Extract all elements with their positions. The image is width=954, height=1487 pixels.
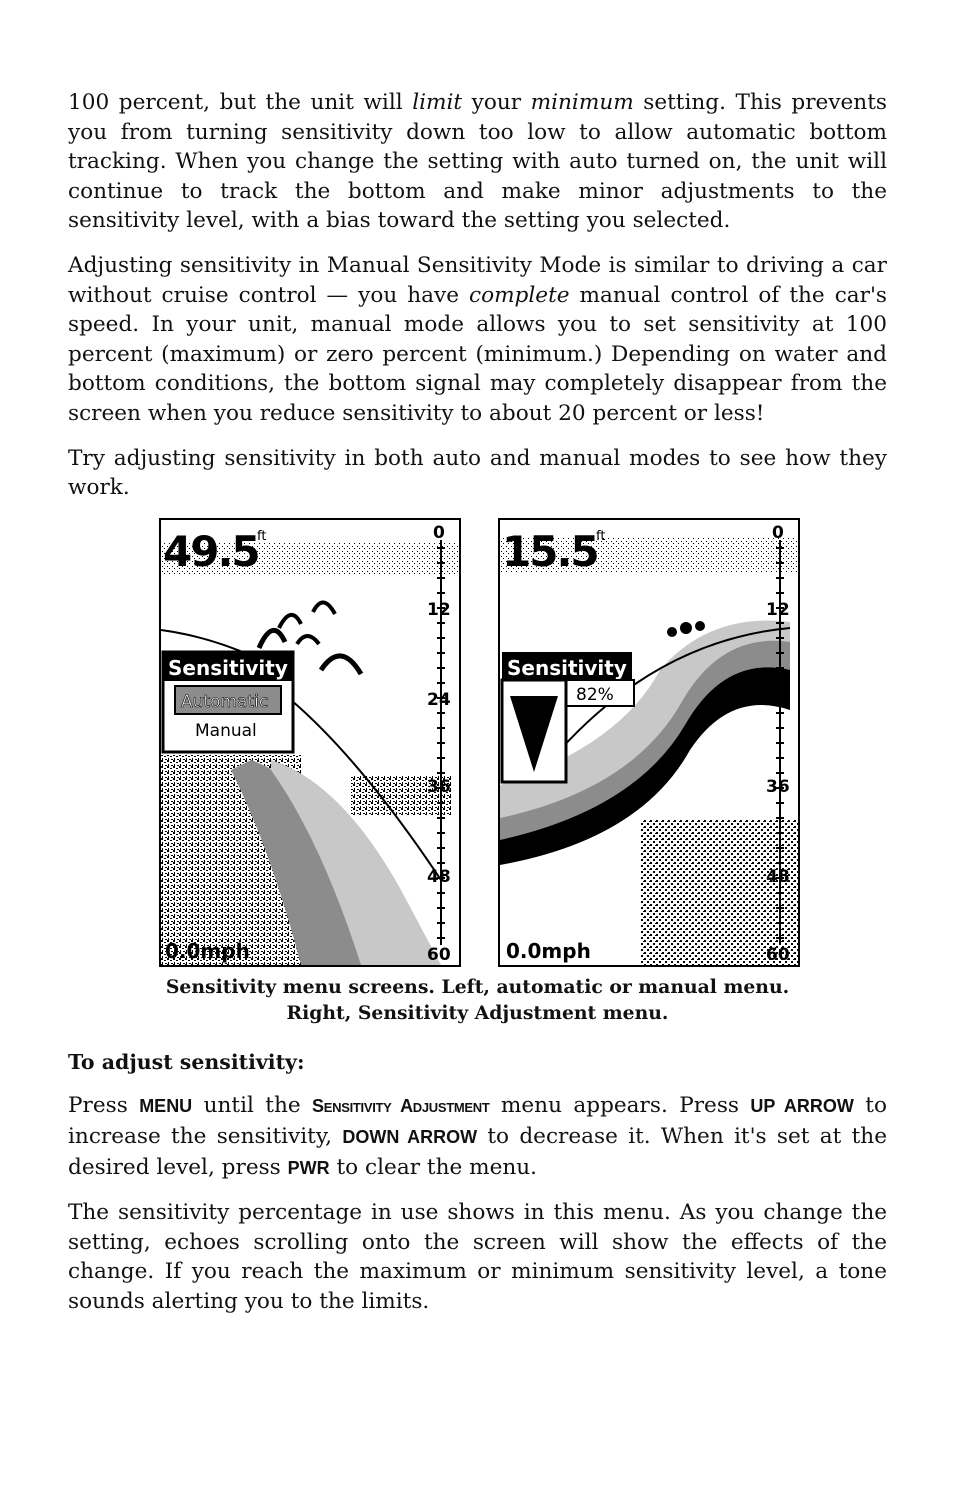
emphasis-minimum: minimum (530, 90, 634, 115)
scale-label-0: 0 (433, 522, 445, 543)
bottom-clutter (640, 820, 798, 965)
menu-title: Sensitivity (507, 655, 627, 680)
text-run: manual control of the car's speed. In your unit, manual mode allows you to set sensitivity at 100 percent (maximum) or zero percent (minimum.) Depending on water and bottom conditions, the bottom signal may completely disappear from the screen when you reduce sensitivity to about 20 percent or less! (68, 282, 888, 426)
scale-label-24: 24 (427, 689, 451, 710)
text-run: until the (192, 1093, 313, 1119)
scale-label-12: 12 (766, 599, 790, 620)
sensitivity-figure (68, 518, 887, 968)
caption-line-2: Right, Sensitivity Adjustment menu. (286, 1001, 669, 1024)
manual-page (68, 88, 887, 1331)
depth-readout: 15.5 (502, 526, 598, 576)
sensitivity-level: 82% (576, 684, 614, 705)
paragraph-instructions (68, 1091, 887, 1183)
paragraph-auto-limit (68, 88, 887, 236)
scale-label-0: 0 (772, 522, 784, 543)
fish-echo (680, 622, 692, 634)
fish-echo (695, 621, 705, 631)
scale-label-12: 12 (427, 599, 451, 620)
text-run: setting. This prevents you from turning sensitivity down too low to allow automatic bottom tracking. When you change the setting with auto turned on, the unit will continue to track the bottom and make minor adjustments to the sensitivity level, with a bias toward the setting you selected. (68, 90, 887, 234)
paragraph-try-adjusting: Try adjusting sensitivity in both auto and manual modes to see how they work. (68, 445, 887, 501)
fish-arch (259, 630, 285, 648)
menu-title: Sensitivity (168, 655, 288, 680)
section-heading: To adjust sensitivity: (68, 1049, 305, 1074)
scale-label-36: 36 (427, 776, 451, 797)
paragraph-manual-mode (68, 251, 887, 429)
text-run: to decrease it. When it's set at the desired level, press (68, 1123, 887, 1180)
key-menu: MENU (139, 1096, 193, 1117)
text-run: menu appears. Press (489, 1093, 751, 1119)
text-run: your (462, 90, 531, 115)
right-sonar-screen (498, 518, 800, 967)
speed-readout: 0.0mph (165, 938, 250, 963)
paragraph-percentage-info: The sensitivity percentage in use shows in this menu. As you change the setting, echoes scrolling onto the screen will show the effects of the change. If you reach the maximum or minimum sensitivity level, a tone sounds alerting you to the limits. (68, 1200, 887, 1314)
emphasis-complete: complete (468, 282, 570, 308)
text-run: to clear the menu. (329, 1154, 538, 1180)
key-up-arrow: UP ARROW (750, 1096, 854, 1117)
text-run: to increase the sensitivity, (68, 1093, 887, 1149)
right-sonar-graphic (500, 520, 798, 965)
emphasis-limit: limit (412, 90, 463, 115)
scale-label-48: 48 (766, 866, 790, 887)
key-down-arrow: DOWN ARROW (342, 1126, 478, 1147)
fish-arch (321, 656, 361, 674)
scale-label-36: 36 (766, 776, 790, 797)
depth-unit: ft (257, 528, 267, 544)
speed-readout: 0.0mph (506, 938, 591, 963)
fish-echo (667, 627, 677, 637)
menu-name-sensitivity-adjustment: Sensitivity Adjustment (312, 1096, 490, 1117)
option-automatic[interactable]: Automatic (181, 691, 269, 712)
fish-arch (279, 615, 301, 628)
option-manual[interactable]: Manual (195, 720, 257, 741)
figure-caption (68, 974, 887, 1026)
scale-label-48: 48 (427, 866, 451, 887)
key-pwr: PWR (287, 1157, 330, 1178)
left-sonar-graphic (161, 520, 459, 965)
depth-unit: ft (596, 528, 606, 544)
depth-readout: 49.5 (163, 526, 259, 576)
fish-arch (313, 602, 335, 614)
caption-line-1: Sensitivity menu screens. Left, automatic or manual menu. (165, 975, 790, 998)
scale-label-24: 24 (766, 689, 790, 710)
sensitivity-menu (163, 652, 293, 752)
fish-arch (297, 636, 319, 644)
text-run: 100 percent, but the unit will (68, 90, 413, 115)
text-run: Adjusting sensitivity in Manual Sensitivity Mode is similar to driving a car without cruise control — you have (68, 252, 887, 308)
scale-label-60: 60 (427, 944, 451, 965)
left-sonar-screen (159, 518, 461, 967)
text-run: Press (68, 1093, 140, 1119)
scale-label-60: 60 (766, 944, 790, 965)
